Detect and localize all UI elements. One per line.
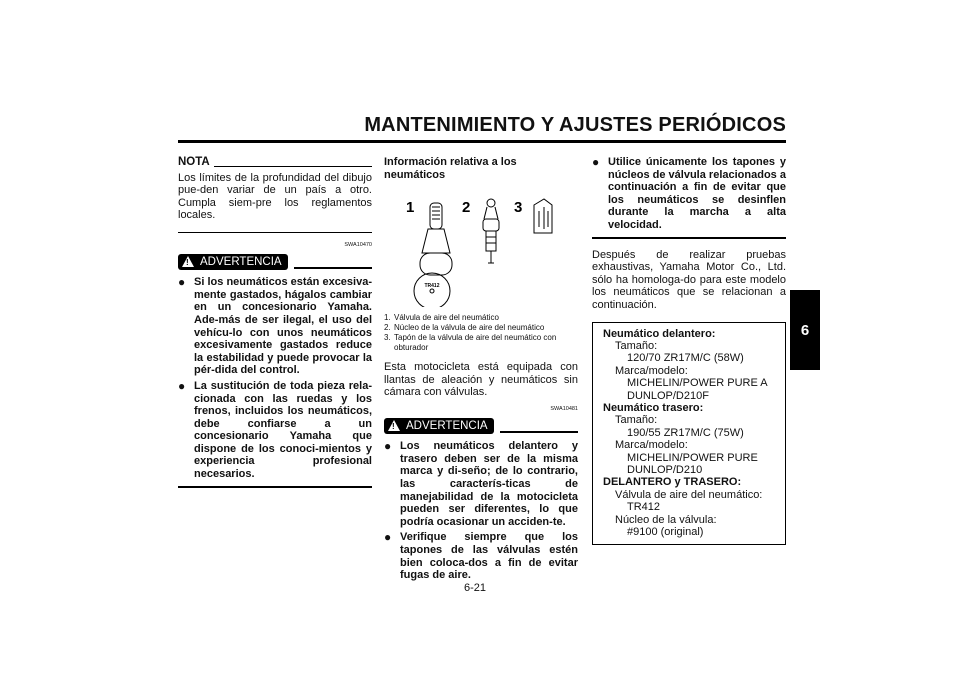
caption-item: 3. Tapón de la válvula de aire del neumático con obturador <box>384 333 557 353</box>
chapter-tab: 6 <box>790 290 820 370</box>
spec-value: DUNLOP/D210F <box>627 389 709 402</box>
warning-end-rule <box>178 486 372 488</box>
spec-value: MICHELIN/POWER PURE A <box>627 377 768 390</box>
note-end-rule <box>178 232 372 233</box>
page-number: 6-21 <box>464 582 487 594</box>
column-1 <box>178 156 372 488</box>
page-title: MANTENIMIENTO Y AJUSTES PERIÓDICOS <box>364 114 786 136</box>
caption-item: 2. Núcleo de la válvula de aire del neumático <box>384 323 545 333</box>
bullet-icon: ● <box>592 155 600 169</box>
spec-heading: Neumático delantero: <box>603 327 716 340</box>
warning-bullet: ● Si los neumáticos están excesiva-mente gastados, hágalos cambiar en un concesionario Yamaha. Ade-más de ser ilegal, el uso del vehícu-lo con unos neumáticos excesivamente gastados reduce la estabilidad y puede provocar la pér-dida del control. <box>178 275 372 377</box>
warning-bullet: ● La sustitución de toda pieza rela-cionada con las ruedas y los frenos, incluidos los neumáticos, debe confiarse a un concesionario Yamaha que dispone de los conoci-mientos y experiencia profesional necesarios. <box>178 378 372 481</box>
warning-triangle-icon: ! <box>182 256 194 267</box>
valve-illustration <box>384 181 578 307</box>
warning-rule <box>294 267 372 269</box>
warning-bullet: ● Verifique siempre que los tapones de las válvulas estén bien coloca-dos a fin de evitar fugas de aire. <box>384 530 578 582</box>
valve-cap-icon <box>534 199 552 233</box>
caption-item: 1. Válvula de aire del neumático <box>384 313 499 323</box>
spec-label: Marca/modelo: <box>615 439 688 452</box>
spec-heading: Neumático trasero: <box>603 401 704 414</box>
valve-cap-top-icon <box>414 273 450 307</box>
valve-core-icon <box>483 199 499 263</box>
spec-label: Marca/modelo: <box>615 364 688 377</box>
warning-code: SWA10470 <box>344 241 372 248</box>
spec-value: 120/70 ZR17M/C (58W) <box>627 352 744 365</box>
warning-badge <box>178 254 288 271</box>
section-heading: Información relativa a los neumáticos <box>384 156 517 181</box>
warning-badge <box>384 418 494 435</box>
bullet-icon: ● <box>178 378 186 393</box>
tire-spec-box <box>592 322 786 546</box>
spec-label: Núcleo de la válvula: <box>615 513 717 526</box>
valve-stem-icon <box>420 203 452 275</box>
spec-label: Tamaño: <box>615 339 658 352</box>
column-2 <box>384 156 578 582</box>
warning-label: ADVERTENCIA <box>200 255 282 268</box>
spec-label: Tamaño: <box>615 414 658 427</box>
column-3 <box>592 156 786 545</box>
figure-number: 3 <box>514 199 523 217</box>
spec-value: TR412 <box>627 501 661 514</box>
note-label: NOTA <box>178 156 210 168</box>
figure-number: 1 <box>406 199 415 217</box>
spec-heading: DELANTERO y TRASERO: <box>603 476 742 489</box>
note-rule <box>214 166 372 167</box>
bullet-icon: ● <box>178 275 186 290</box>
warning-header <box>178 254 372 271</box>
note-text: Los límites de la profundidad del dibujo pue-den variar de un país a otro. Cumpla siem-pre los reglamentos locales. <box>178 171 372 222</box>
warning-code: SWA10481 <box>550 405 578 412</box>
warning-label: ADVERTENCIA <box>406 419 488 432</box>
warning-bullet: ● Los neumáticos delantero y trasero deben ser de la misma marca y di-seño; de lo contrario, las caracterís-ticas de manejabilidad de la motocicleta pueden ser diferentes, lo que podría ocasionar un acciden-te. <box>384 439 578 528</box>
body-paragraph: Esta motocicleta está equipada con llantas de aleación y neumáticos sin cámara con válvulas. <box>384 361 578 399</box>
spec-value: 190/55 ZR17M/C (75W) <box>627 426 744 439</box>
warning-bullet: ● Utilice únicamente los tapones y núcleos de válvula relacionados a continuación a fin de evitar que los neumáticos se desinflen durante la marcha a alta velocidad. <box>592 155 786 231</box>
spec-value: #9100 (original) <box>627 526 704 539</box>
spec-value: DUNLOP/D210 <box>627 464 703 476</box>
body-paragraph: Después de realizar pruebas exhaustivas, Yamaha Motor Co., Ltd. sólo ha homologa-do para este modelo los neumáticos que se relacionan a continuación. <box>592 248 786 311</box>
spec-label: Válvula de aire del neumático: <box>615 488 763 501</box>
bullet-icon: ● <box>384 530 392 545</box>
bullet-icon: ● <box>384 439 392 454</box>
warning-rule <box>500 431 578 433</box>
figure-captions <box>384 313 578 353</box>
note-header <box>178 156 372 169</box>
warning-header <box>384 418 578 435</box>
figure-number: 2 <box>462 199 471 217</box>
valve-cap-label: TR412 <box>424 283 440 290</box>
warning-triangle-icon: ! <box>388 420 400 431</box>
header-rule <box>178 140 786 143</box>
warning-end-rule <box>592 237 786 239</box>
spec-value: MICHELIN/POWER PURE <box>627 451 758 464</box>
